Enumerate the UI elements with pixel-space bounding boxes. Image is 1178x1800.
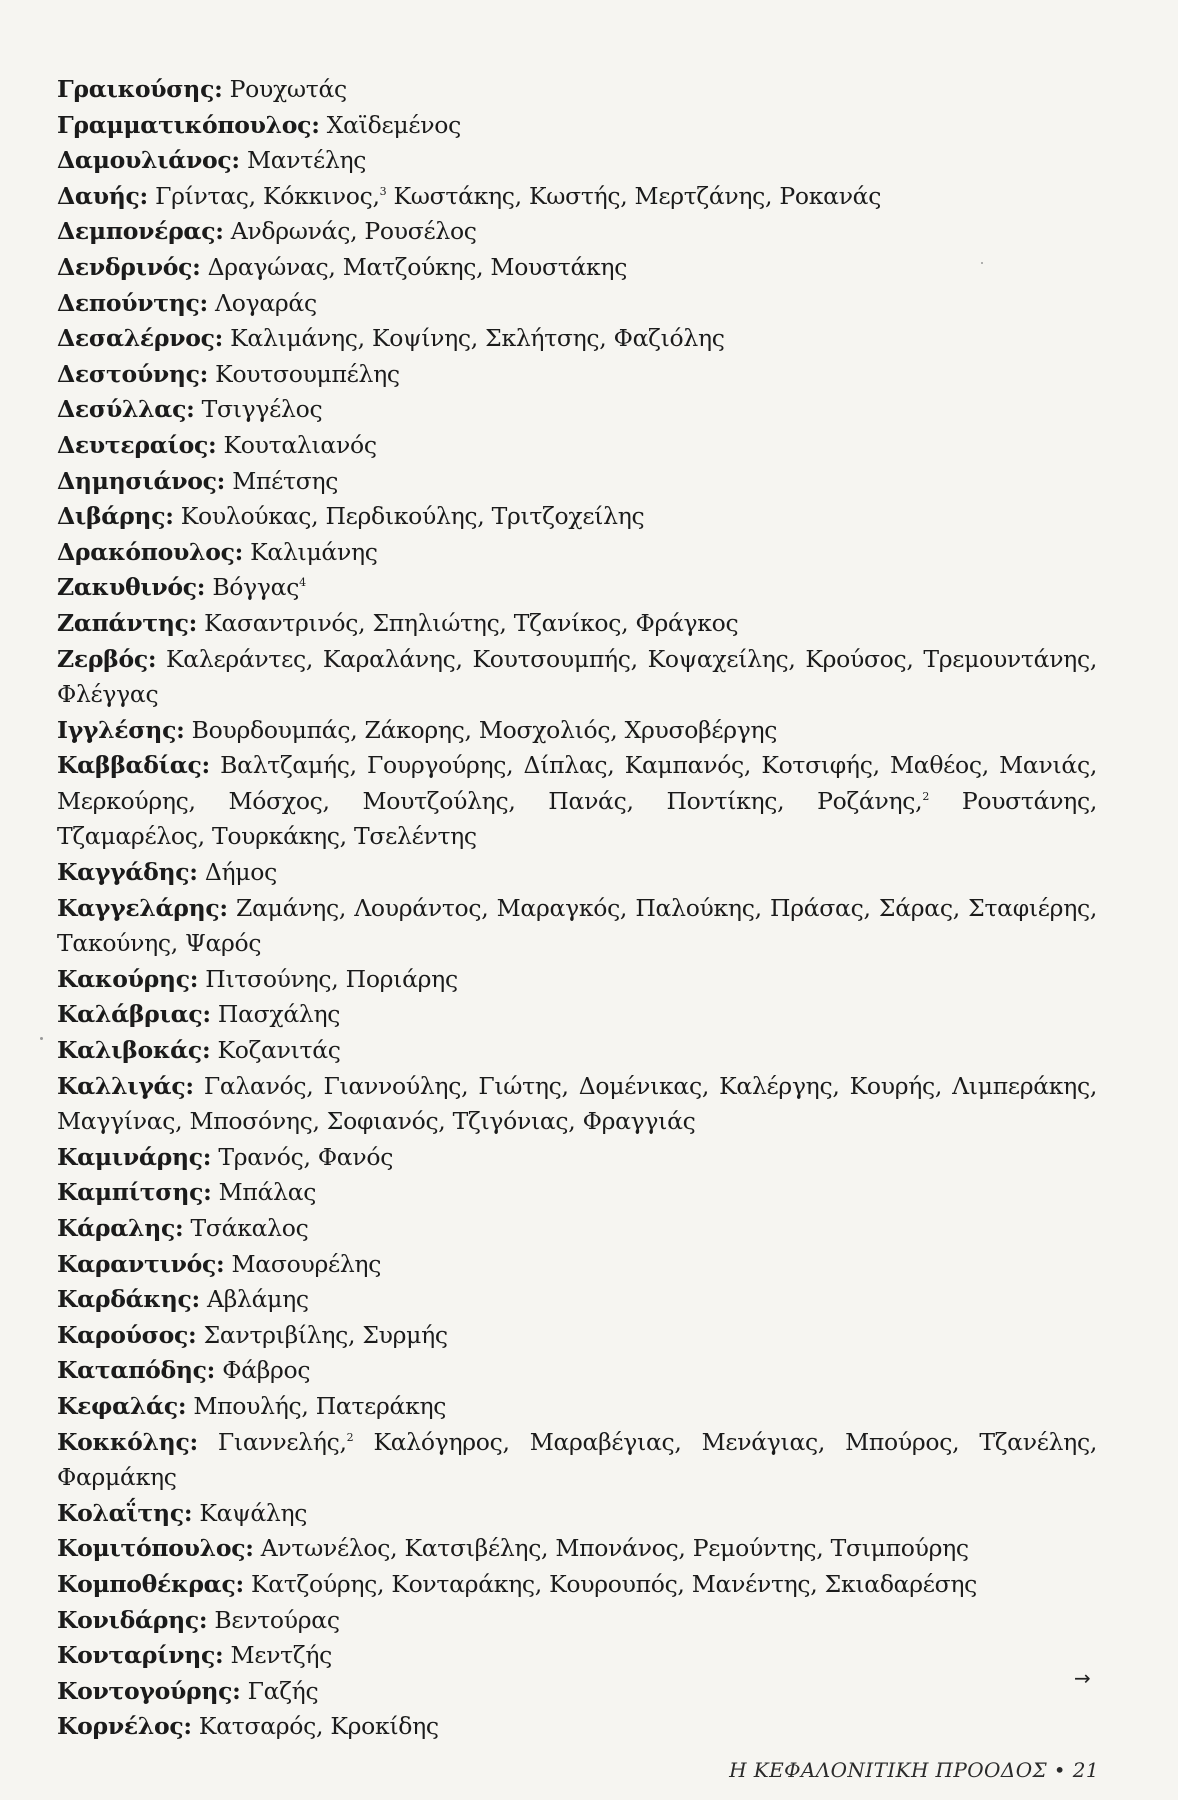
surname-head: Δαμουλιάνος: (57, 146, 240, 175)
related-names: Καλιμάνης (242, 537, 378, 566)
related-names: Πασχάλης (210, 1000, 341, 1029)
surname-head: Κακούρης: (57, 964, 199, 993)
list-item (57, 428, 1097, 464)
related-names: Ρουχωτάς (222, 75, 347, 103)
related-names: Κατζούρης, Κονταράκης, Κουρουπός, Μανέντης, Σκιαδαρέσης (243, 1569, 978, 1598)
surname-head: Καγγάδης: (57, 858, 198, 887)
surname-head: Καλιβοκάς: (57, 1036, 211, 1065)
related-names: Δήμος (197, 858, 277, 887)
surname-head: Καταπόδης: (57, 1356, 216, 1385)
list-item (57, 179, 1097, 215)
surname-head: Δευτεραίος: (57, 430, 217, 459)
related-names: Τσιγγέλος (194, 395, 323, 424)
related-names: Γιαννελής, (197, 1427, 347, 1456)
surname-head: Δρακόπουλος: (57, 537, 243, 566)
list-item (57, 357, 1097, 393)
related-names: Τσάκαλος (183, 1214, 309, 1242)
surname-head: Δεμπονέρας: (57, 217, 224, 246)
list-item (57, 499, 1097, 535)
page-footer: Η ΚΕΦΑΛΟΝΙΤΙΚΗ ΠΡΟΟΔΟΣ • 21 (729, 1758, 1099, 1782)
list-item (57, 72, 1097, 108)
list-item (57, 1282, 1097, 1318)
list-item (57, 1425, 1097, 1496)
related-names: Κουλούκας, Περδικούλης, Τριτζοχείλης (173, 502, 645, 531)
related-names: Γρίντας, Κόκκινος, (147, 181, 380, 210)
related-names: Δραγώνας, Ματζούκης, Μουστάκης (200, 252, 628, 281)
list-item (57, 1353, 1097, 1389)
list-item (57, 962, 1097, 998)
surname-head: Κορνέλος: (57, 1712, 192, 1741)
related-names: Κουτσουμπέλης (208, 359, 400, 388)
list-item (57, 1674, 1097, 1710)
surname-head: Δημησιάνος: (57, 466, 226, 495)
related-names: Μπέτσης (225, 466, 339, 495)
related-names: Αντωνέλος, Κατσιβέλης, Μπονάνος, Ρεμούντης, Τσιμπούρης (253, 1534, 969, 1563)
related-names: Βουρδουμπάς, Ζάκορης, Μοσχολιός, Χρυσοβέργης (184, 715, 778, 744)
surname-head: Κομποθέκρας: (57, 1569, 244, 1598)
related-names: Βαλτζαμής, Γουργούρης, Δίπλας, Καμπανός, Κοτσιφής, Μαθέος, Μανιάς, Μερκούρης, Μόσχος, Μουτζούλης, Πανάς, Ποντίκης, Ροζάνης, (57, 751, 1097, 815)
list-item (57, 143, 1097, 179)
surname-head: Κάραλης: (57, 1214, 184, 1242)
related-names: Κουταλιανός (216, 430, 377, 459)
related-names: Βόγγας (205, 573, 300, 602)
surname-head: Κολαΐτης: (57, 1498, 193, 1527)
list-item (57, 1389, 1097, 1425)
list-item (57, 464, 1097, 500)
list-item (57, 1638, 1097, 1674)
surname-head: Κονιδάρης: (57, 1605, 208, 1634)
list-item (57, 1603, 1097, 1639)
list-item (57, 535, 1097, 571)
related-names: Ζαμάνης, Λουράντος, Μαραγκός, Παλούκης, Πράσας, Σάρας, Σταφιέρης, Τακούνης, Ψαρός (57, 893, 1097, 958)
surname-head: Καλάβριας: (57, 1000, 211, 1029)
surname-head: Δεσύλλας: (57, 395, 195, 424)
related-names: Ανδρωνάς, Ρουσέλος (223, 217, 477, 246)
name-list (57, 72, 1097, 1745)
footnote-marker: 2 (346, 1430, 354, 1444)
surname-head: Καμπίτσης: (57, 1178, 212, 1207)
list-item (57, 642, 1097, 713)
related-names: Μεντζής (223, 1641, 332, 1670)
related-names: Αβλάμης (199, 1285, 309, 1314)
list-item (57, 891, 1097, 962)
list-item (57, 1033, 1097, 1069)
surname-head: Καγγελάρης: (57, 893, 228, 922)
surname-head: Δεπούντης: (57, 288, 208, 317)
related-names: Φάβρος (215, 1356, 311, 1385)
list-item (57, 214, 1097, 250)
list-item (57, 1531, 1097, 1567)
surname-head: Καρδάκης: (57, 1285, 200, 1314)
surname-head: Ζακυθινός: (57, 573, 206, 602)
scan-speck (40, 1037, 43, 1040)
footnote-marker: 4 (299, 576, 306, 590)
related-names-cont: Καλόγηρος, Μαραβέγιας, Μενάγιας, Μπούρος, Τζανέλης, Φαρμάκης (57, 1427, 1097, 1492)
surname-head: Καρούσος: (57, 1320, 197, 1349)
list-item (57, 1069, 1097, 1140)
surname-head: Δαυής: (57, 181, 148, 210)
footnote-marker: 3 (379, 184, 387, 198)
related-names: Σαντριβίλης, Συρμής (196, 1320, 448, 1349)
surname-head: Καλλιγάς: (57, 1071, 194, 1100)
related-names: Μασουρέλης (224, 1249, 382, 1278)
list-item (57, 1709, 1097, 1745)
surname-head: Δεστούνης: (57, 359, 209, 388)
related-names: Μπουλής, Πατεράκης (186, 1391, 447, 1420)
surname-head: Ζαπάντης: (57, 608, 198, 637)
list-item (57, 606, 1097, 642)
related-names: Πιτσούνης, Ποριάρης (198, 964, 458, 993)
surname-head: Κομιτόπουλος: (57, 1534, 254, 1563)
list-item (57, 392, 1097, 428)
list-item (57, 108, 1097, 144)
related-names: Τρανός, Φανός (211, 1142, 394, 1171)
list-item (57, 250, 1097, 286)
footnote-marker: 2 (922, 790, 930, 804)
list-item (57, 1567, 1097, 1603)
related-names: Κασαντρινός, Σπηλιώτης, Τζανίκος, Φράγκος (197, 608, 739, 637)
continue-arrow-icon: → (1074, 1666, 1091, 1690)
related-names-cont: Ρουστάνης, Τζαμαρέλος, Τουρκάκης, Τσελέντης (57, 786, 1097, 851)
related-names: Βεντούρας (207, 1605, 340, 1634)
list-item (57, 855, 1097, 891)
surname-head: Κεφαλάς: (57, 1391, 187, 1420)
surname-head: Καμινάρης: (57, 1142, 212, 1171)
surname-head: Διβάρης: (57, 502, 174, 531)
list-item (57, 286, 1097, 322)
surname-head: Καββαδίας: (57, 751, 210, 780)
related-names: Καλεράντες, Καραλάνης, Κουτσουμπής, Κοψαχείλης, Κρούσος, Τρεμουντάνης, Φλέγγας (57, 644, 1097, 709)
related-names: Λογαράς (207, 288, 317, 317)
list-item (57, 321, 1097, 357)
surname-head: Ζερβός: (57, 644, 157, 673)
list-item (57, 748, 1097, 855)
surname-head: Γραμματικόπουλος: (57, 110, 320, 139)
related-names-cont: Κωστάκης, Κωστής, Μερτζάνης, Ροκανάς (386, 181, 882, 210)
related-names: Καψάλης (192, 1498, 308, 1527)
list-item (57, 997, 1097, 1033)
related-names: Μαντέλης (239, 146, 367, 175)
list-item (57, 1318, 1097, 1354)
related-names: Γαζής (240, 1676, 319, 1705)
surname-head: Ιγγλέσης: (57, 715, 185, 744)
related-names: Κατσαρός, Κροκίδης (191, 1712, 439, 1741)
surname-head: Δεσαλέρνος: (57, 324, 223, 353)
related-names: Χαϊδεμένος (319, 110, 461, 139)
related-names: Καλιμάνης, Κοψίνης, Σκλήτσης, Φαζιόλης (223, 324, 725, 353)
related-names: Κοζανιτάς (210, 1036, 341, 1065)
scan-speck (981, 262, 983, 264)
surname-head: Κονταρίνης: (57, 1641, 224, 1670)
list-item (57, 1175, 1097, 1211)
surname-head: Δενδρινός: (57, 252, 201, 281)
related-names: Μπάλας (211, 1178, 317, 1207)
surname-head: Γραικούσης: (57, 75, 223, 103)
list-item (57, 1496, 1097, 1532)
surname-head: Καραντινός: (57, 1249, 225, 1278)
list-item (57, 570, 1097, 606)
list-item (57, 1247, 1097, 1283)
list-item (57, 1211, 1097, 1247)
surname-head: Κοκκόλης: (57, 1427, 198, 1456)
list-item (57, 1140, 1097, 1176)
surname-head: Κοντογούρης: (57, 1676, 241, 1705)
related-names: Γαλανός, Γιαννούλης, Γιώτης, Δομένικας, Καλέργης, Κουρής, Λιμπεράκης, Μαγγίνας, Μποσόνης, Σοφιανός, Τζιγόνιας, Φραγγιάς (57, 1071, 1097, 1136)
list-item (57, 713, 1097, 749)
